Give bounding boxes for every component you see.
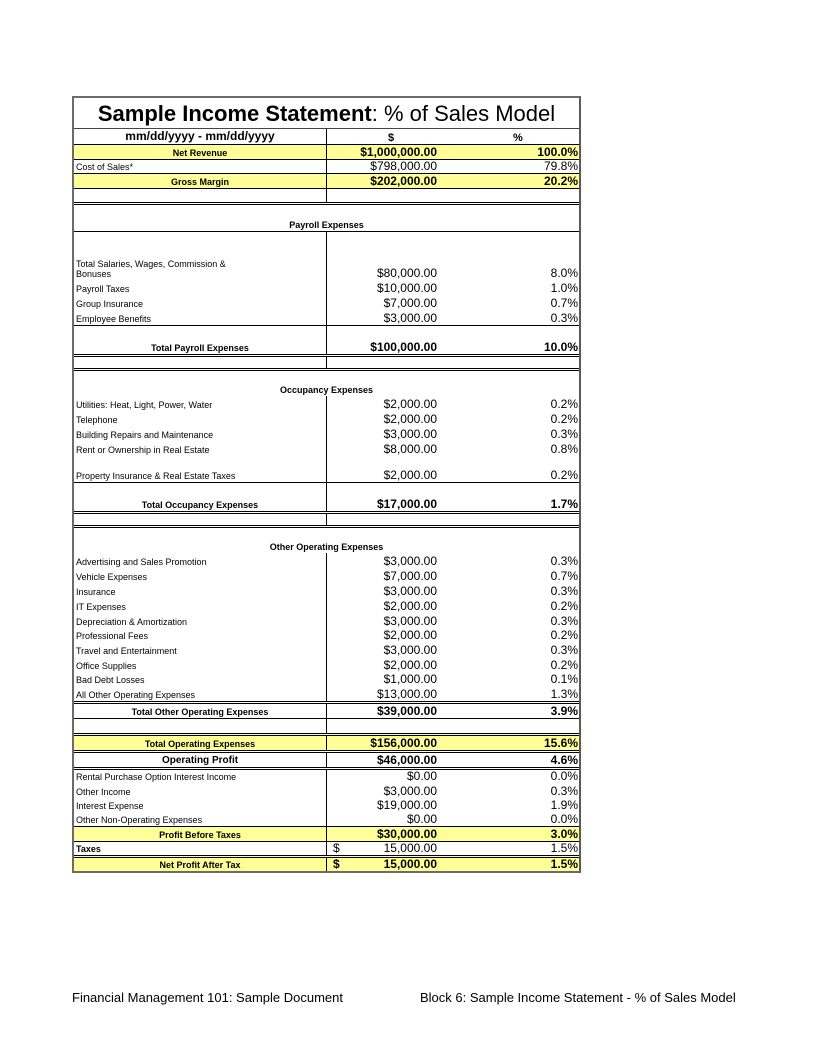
row-pct: 1.3% — [550, 687, 578, 701]
row-label: Operating Profit — [74, 753, 327, 767]
other-operating-item-row — [74, 657, 579, 672]
row-pct: 1.5% — [550, 841, 578, 855]
row-label: Interest Expense — [74, 798, 327, 812]
income-statement-table — [72, 96, 581, 873]
row-amount: $1,000,000.00 — [360, 145, 437, 159]
other-operating-item-row — [74, 598, 579, 613]
spacer-row — [74, 188, 579, 202]
row-amount: $0.00 — [406, 769, 437, 783]
empty-cell — [437, 189, 579, 202]
row-pct: 0.2% — [550, 599, 578, 613]
spacer-row — [74, 718, 579, 733]
row-amount: $13,000.00 — [376, 687, 437, 701]
row-pct: 0.3% — [550, 614, 578, 628]
net-profit-row — [74, 855, 579, 871]
currency-symbol: $ — [333, 857, 340, 871]
occupancy-item-row — [74, 426, 579, 441]
row-pct: 20.2% — [543, 174, 578, 188]
row-label: Bad Debt Losses — [74, 672, 327, 686]
occupancy-heading-row — [74, 368, 579, 396]
row-pct: 0.8% — [550, 442, 578, 456]
row-amount: $2,000.00 — [383, 599, 437, 613]
row-amount: $46,000.00 — [376, 753, 437, 767]
row-pct: 15.6% — [543, 736, 578, 750]
section-heading: Payroll Expenses — [289, 220, 364, 230]
row-amount: $2,000.00 — [383, 658, 437, 672]
row-label: Property Insurance & Real Estate Taxes — [74, 456, 327, 482]
other-operating-item-row — [74, 672, 579, 686]
row-label: Travel and Entertainment — [74, 642, 327, 657]
row-pct: 3.0% — [550, 827, 578, 841]
other-operating-item-row — [74, 583, 579, 598]
row-label: Total Occupancy Expenses — [74, 483, 327, 511]
row-label: Employee Benefits — [74, 310, 327, 325]
row-amount: $7,000.00 — [383, 296, 437, 310]
row-amount: $10,000.00 — [376, 281, 437, 295]
row-amount: $2,000.00 — [383, 468, 437, 482]
row-label: Rental Purchase Option Interest Income — [74, 770, 327, 783]
row-pct: 10.0% — [543, 340, 578, 354]
row-label: Net Revenue — [74, 145, 327, 159]
row-pct: 1.9% — [550, 798, 578, 812]
non-operating-item-row — [74, 798, 579, 812]
column-header-row — [74, 129, 579, 144]
other-operating-total-row — [74, 701, 579, 718]
row-label: Other Income — [74, 783, 327, 798]
row-amount: $39,000.00 — [376, 704, 437, 718]
row-label: All Other Operating Expenses — [74, 686, 327, 701]
occupancy-item-row — [74, 441, 579, 456]
row-label: Advertising and Sales Promotion — [74, 553, 327, 568]
title-rest: : % of Sales Model — [371, 101, 556, 126]
row-pct: 0.2% — [550, 628, 578, 642]
empty-cell — [327, 189, 437, 202]
row-amount: $30,000.00 — [376, 827, 437, 841]
row-amount: $798,000.00 — [370, 159, 437, 173]
row-pct: 4.6% — [550, 753, 578, 767]
row-amount: $3,000.00 — [383, 614, 437, 628]
label-line2: Bonuses — [76, 269, 112, 279]
row-label: IT Expenses — [74, 598, 327, 613]
row-amount: $2,000.00 — [383, 628, 437, 642]
non-operating-item-row — [74, 767, 579, 783]
row-amount: $1,000.00 — [383, 672, 437, 686]
row-amount: $3,000.00 — [383, 643, 437, 657]
row-pct: 0.3% — [550, 427, 578, 441]
profit-before-taxes-row — [74, 826, 579, 841]
row-amount: $0.00 — [406, 812, 437, 826]
row-label: Vehicle Expenses — [74, 568, 327, 583]
row-pct: 0.3% — [550, 311, 578, 325]
payroll-total-row — [74, 325, 579, 354]
row-pct: 0.2% — [550, 412, 578, 426]
spacer-row — [74, 511, 579, 525]
occupancy-item-row — [74, 456, 579, 482]
occupancy-item-row — [74, 396, 579, 411]
row-amount: $202,000.00 — [370, 174, 437, 188]
row-pct: 79.8% — [543, 159, 578, 173]
row-pct: 3.9% — [550, 704, 578, 718]
payroll-item-row — [74, 310, 579, 325]
row-amount: $7,000.00 — [383, 569, 437, 583]
row-pct: 1.5% — [550, 857, 578, 871]
row-pct: 1.0% — [550, 281, 578, 295]
empty-cell — [327, 514, 437, 525]
row-label: Utilities: Heat, Light, Power, Water — [74, 396, 327, 411]
taxes-row — [74, 841, 579, 855]
row-label: Taxes — [74, 842, 327, 855]
row-amount: $3,000.00 — [383, 554, 437, 568]
other-operating-item-row — [74, 686, 579, 701]
row-pct: 0.2% — [550, 397, 578, 411]
row-pct: 8.0% — [550, 266, 578, 280]
row-pct: 0.3% — [550, 554, 578, 568]
row-amount: $19,000.00 — [376, 798, 437, 812]
row-label: Office Supplies — [74, 657, 327, 672]
empty-cell — [327, 719, 437, 733]
row-label: Total Operating Expenses — [74, 736, 327, 750]
occupancy-item-row — [74, 411, 579, 426]
row-pct: 0.0% — [550, 769, 578, 783]
empty-cell — [74, 514, 327, 525]
total-operating-expenses-row — [74, 733, 579, 750]
gross-margin-row — [74, 173, 579, 188]
payroll-item-row — [74, 231, 579, 280]
row-amount: $100,000.00 — [370, 340, 437, 354]
footer-left: Financial Management 101: Sample Document — [72, 990, 343, 1005]
row-pct: 1.7% — [550, 497, 578, 511]
row-label: Telephone — [74, 411, 327, 426]
operating-profit-row — [74, 750, 579, 767]
row-amount: $156,000.00 — [370, 736, 437, 750]
payroll-heading-row — [74, 202, 579, 231]
payroll-item-row — [74, 280, 579, 295]
currency-symbol: $ — [333, 841, 340, 855]
row-amount: $2,000.00 — [383, 397, 437, 411]
statement-title — [74, 98, 579, 129]
empty-cell — [74, 189, 327, 202]
row-pct: 0.7% — [550, 296, 578, 310]
row-label: Gross Margin — [74, 174, 327, 188]
other-operating-item-row — [74, 642, 579, 657]
row-pct: 0.2% — [550, 468, 578, 482]
row-pct: 0.3% — [550, 643, 578, 657]
row-pct: 0.3% — [550, 784, 578, 798]
row-amount: $17,000.00 — [376, 497, 437, 511]
empty-cell — [74, 357, 327, 368]
period-label: mm/dd/yyyy - mm/dd/yyyy — [74, 129, 327, 144]
percent-column-header: % — [513, 132, 523, 144]
row-label — [74, 232, 327, 280]
non-operating-item-row — [74, 783, 579, 798]
row-label: Rent or Ownership in Real Estate — [74, 441, 327, 456]
empty-cell — [437, 514, 579, 525]
row-amount: $80,000.00 — [376, 266, 437, 280]
row-amount: $3,000.00 — [383, 427, 437, 441]
empty-cell — [74, 719, 327, 733]
other-operating-item-row — [74, 553, 579, 568]
row-label: Group Insurance — [74, 295, 327, 310]
cost-of-sales-row — [74, 159, 579, 173]
row-pct: 0.0% — [550, 812, 578, 826]
row-label: Total Other Operating Expenses — [74, 704, 327, 718]
row-pct: 0.2% — [550, 658, 578, 672]
other-operating-item-row — [74, 628, 579, 642]
other-operating-item-row — [74, 613, 579, 628]
non-operating-item-row — [74, 812, 579, 826]
other-operating-heading-row — [74, 525, 579, 553]
row-pct: 100.0% — [537, 145, 578, 159]
other-operating-item-row — [74, 568, 579, 583]
row-label: Net Profit After Tax — [74, 858, 327, 871]
row-amount: $3,000.00 — [383, 784, 437, 798]
row-pct: 0.1% — [550, 672, 578, 686]
row-label: Total Payroll Expenses — [74, 326, 327, 354]
row-amount: $8,000.00 — [383, 442, 437, 456]
row-label: Profit Before Taxes — [74, 827, 327, 841]
empty-cell — [327, 357, 437, 368]
row-amount: $3,000.00 — [383, 311, 437, 325]
row-amount: $2,000.00 — [383, 412, 437, 426]
row-label: Insurance — [74, 583, 327, 598]
spacer-row — [74, 354, 579, 368]
row-label: Depreciation & Amortization — [74, 613, 327, 628]
payroll-item-row — [74, 295, 579, 310]
row-amount: 15,000.00 — [383, 841, 437, 855]
section-heading: Occupancy Expenses — [279, 385, 374, 395]
title-bold: Sample Income Statement — [97, 101, 372, 126]
occupancy-total-row — [74, 482, 579, 511]
footer-right: Block 6: Sample Income Statement - % of Sales Model — [420, 990, 736, 1005]
row-amount: 15,000.00 — [383, 857, 437, 871]
section-heading: Other Operating Expenses — [269, 542, 384, 552]
row-pct: 0.7% — [550, 569, 578, 583]
empty-cell — [437, 357, 579, 368]
row-label: Payroll Taxes — [74, 280, 327, 295]
row-label: Professional Fees — [74, 628, 327, 642]
row-amount: $3,000.00 — [383, 584, 437, 598]
label-line1: Total Salaries, Wages, Commission & — [76, 259, 226, 269]
amount-column-header: $ — [387, 132, 395, 144]
row-pct: 0.3% — [550, 584, 578, 598]
row-label: Other Non-Operating Expenses — [74, 812, 327, 826]
net-revenue-row — [74, 144, 579, 159]
row-label: Cost of Sales* — [74, 160, 327, 173]
empty-cell — [437, 719, 579, 733]
row-label: Building Repairs and Maintenance — [74, 426, 327, 441]
